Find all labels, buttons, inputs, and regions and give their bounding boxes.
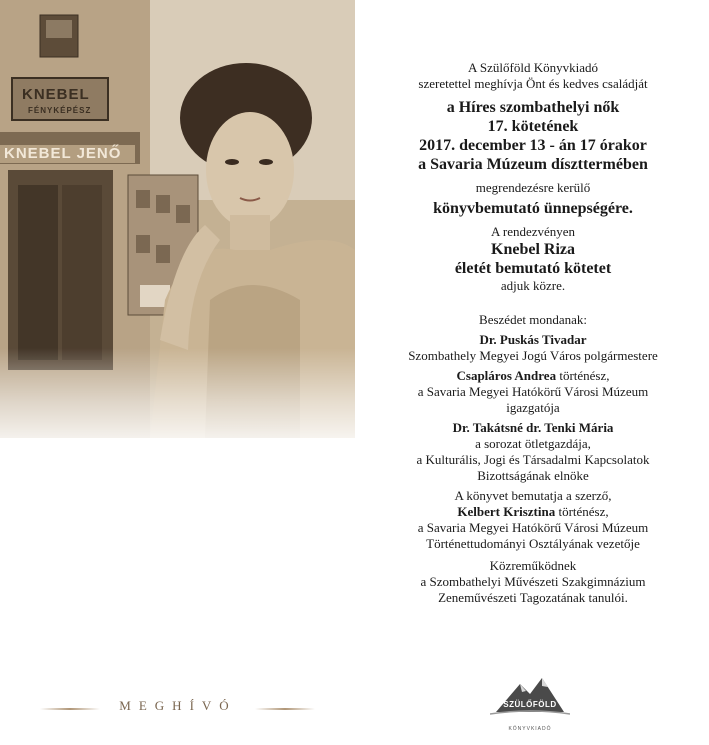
event-intro: A rendezvényen — [490, 224, 576, 239]
speaker-3-role-3: Bizottságának elnöke — [477, 468, 589, 483]
speaker-2-suffix: történész, — [556, 368, 610, 383]
footer-line-right — [255, 708, 315, 710]
speakers-heading: Beszédet mondanak: — [479, 312, 587, 327]
awning-sign: KNEBEL JENŐ — [4, 145, 122, 162]
mountain-icon — [490, 672, 570, 722]
publisher-logo — [490, 672, 570, 742]
author-suffix: történész, — [555, 504, 609, 519]
invite-line: szeretettel meghívja Önt és kedves családját — [418, 76, 648, 91]
performers-dept: Zeneművészeti Tagozatának tanulói. — [438, 590, 628, 605]
shop-sign-name: KNEBEL — [22, 86, 90, 103]
performers-school: a Szombathelyi Művészeti Szakgimnázium — [420, 574, 646, 589]
speaker-2-name: Csapláros Andrea — [456, 368, 557, 383]
author-name: Kelbert Krisztina — [457, 504, 556, 519]
publisher-line: A Szülőföld Könyvkiadó — [468, 60, 598, 75]
subject-book-line: életét bemutató kötetet — [454, 260, 612, 277]
speaker-1-role: Szombathely Megyei Jogú Város polgármestere — [408, 348, 658, 363]
series-title: a Híres szombathelyi nők — [446, 99, 620, 116]
logo-name: SZÜLŐFÖLD — [503, 700, 557, 709]
author-role-2: Történettudományi Osztályának vezetője — [426, 536, 640, 551]
volume-number: 17. kötetének — [487, 118, 579, 135]
speaker-3-role-1: a sorozat ötletgazdája, — [475, 436, 591, 451]
event-type: könyvbemutató ünnepségére. — [433, 200, 633, 217]
publish-line: adjuk közre. — [500, 278, 566, 293]
speaker-1-name: Dr. Puskás Tivadar — [479, 332, 587, 347]
author-role-1: a Savaria Megyei Hatókörű Városi Múzeum — [417, 520, 649, 535]
logo-subtitle: KÖNYVKIADÓ — [508, 726, 552, 732]
author-line — [358, 504, 708, 520]
event-venue: a Savaria Múzeum díszttermében — [418, 156, 648, 173]
photo-fade — [0, 348, 355, 438]
subject-name: Knebel Riza — [491, 241, 575, 258]
author-intro: A könyvet bemutatja a szerző, — [454, 488, 612, 503]
speaker-2-role-2: igazgatója — [506, 400, 560, 415]
invitation-text — [358, 60, 708, 606]
organized-line: megrendezésre kerülő — [475, 180, 591, 195]
speaker-3-name: Dr. Takátsné dr. Tenki Mária — [452, 420, 614, 435]
footer-label: MEGHÍVÓ — [119, 698, 237, 713]
sepia-portrait-photo — [0, 0, 355, 438]
shop-sign-subtitle: FÉNYKÉPÉSZ — [28, 106, 92, 115]
performers-heading: Közreműködnek — [489, 558, 577, 573]
event-datetime: 2017. december 13 - án 17 órakor — [419, 137, 647, 154]
speaker-2-line — [358, 368, 708, 384]
speaker-2-role-1: a Savaria Megyei Hatókörű Városi Múzeum — [417, 384, 649, 399]
footer-line-left — [40, 708, 100, 710]
speaker-3-role-2: a Kulturális, Jogi és Társadalmi Kapcsolatok — [416, 452, 650, 467]
